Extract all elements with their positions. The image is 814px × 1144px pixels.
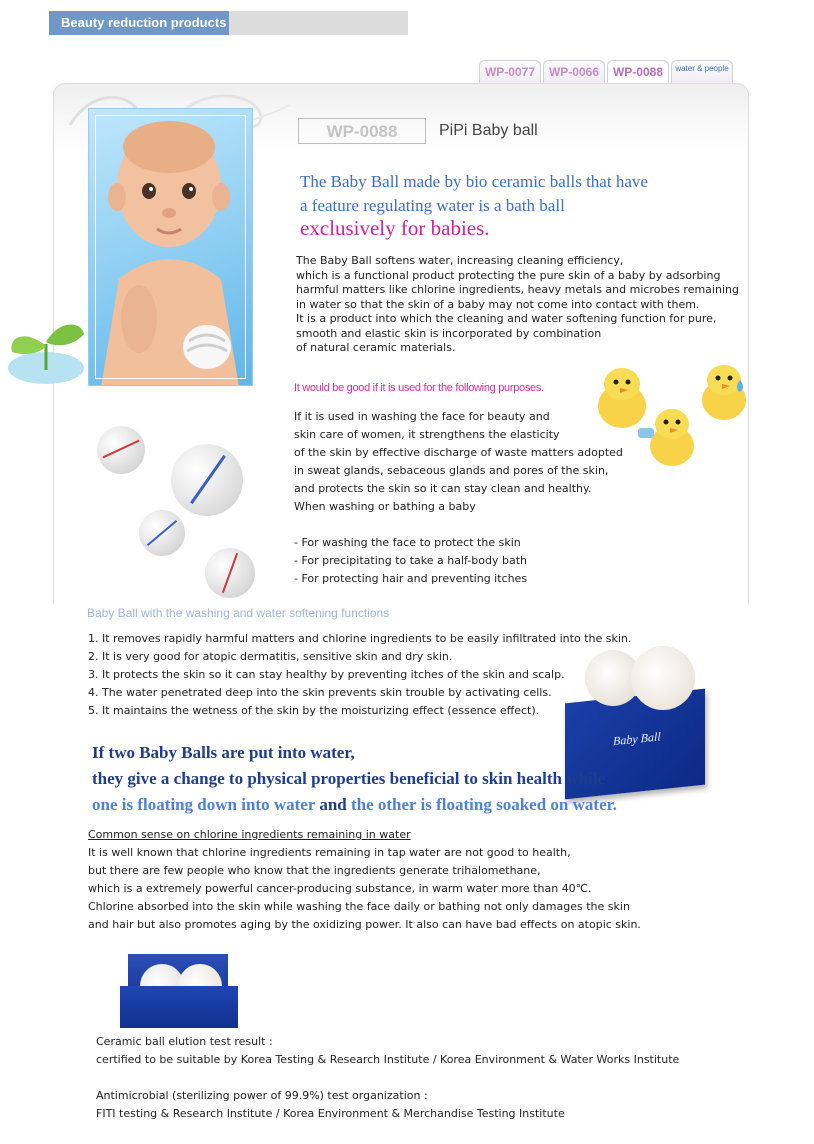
functions-list-item: 3. It protects the skin so it can stay healthy by preventing itches of the skin and scalp. <box>88 668 565 681</box>
intro-line: which is a functional product protecting the pure skin of a baby by adsorbing <box>296 268 721 282</box>
purposes-list-item: - For washing the face to protect the skin <box>294 536 521 549</box>
sprout-icon <box>4 308 88 388</box>
intro-line: It is a product into which the cleaning and water softening function for pure, <box>296 312 717 325</box>
headline-emphasis: exclusively for babies. <box>300 216 490 240</box>
tab-wp-0088[interactable]: WP-0088 <box>607 60 669 83</box>
product-code: WP-0088 <box>298 118 426 144</box>
antimicrobial-result <box>96 1105 565 1123</box>
purposes-line: of the skin by effective discharge of waste matters adopted <box>294 446 623 459</box>
functions-list-item: 4. The water penetrated deep into the skin prevents skin trouble by activating cells. <box>88 686 552 699</box>
purposes-line: and protects the skin so it can stay clean and healthy. <box>294 482 592 495</box>
baby-photo <box>88 108 253 386</box>
ceramic-ball-icon <box>205 548 255 598</box>
intro-line: harmful matters like chlorine ingredients, heavy metals and microbes remaining <box>296 283 739 296</box>
page-title: Beauty reduction products <box>49 11 229 35</box>
chlorine-section <box>88 826 641 934</box>
ceramic-ball-icon <box>139 510 185 556</box>
elution-result <box>96 1051 679 1069</box>
purposes-line: If it is used in washing the face for beauty and <box>294 410 550 423</box>
purposes-paragraph <box>294 408 623 588</box>
functions-list-item: 5. It maintains the wetness of the skin by the moisturizing effect (essence effect). <box>88 704 540 717</box>
two-balls-line-2: they give a change to physical properties beneficial to skin health while <box>92 769 605 788</box>
functions-list-item: 2. It is very good for atopic dermatitis, sensitive skin and dry skin. <box>88 650 453 663</box>
purposes-list-item: - For protecting hair and preventing itches <box>294 572 528 585</box>
two-balls-line-3a: one is floating down into water <box>92 795 316 814</box>
intro-line: The Baby Ball softens water, increasing cleaning efficiency, <box>296 254 624 267</box>
chick-icon <box>702 365 746 420</box>
tab-wp-0066[interactable]: WP-0066 <box>543 60 605 83</box>
purposes-heading: It would be good if it is used for the following purposes. <box>294 382 544 394</box>
chick-icon <box>638 409 694 466</box>
box-label: Baby Ball <box>613 729 661 749</box>
ceramic-ball-icon <box>631 646 695 710</box>
spacer <box>294 516 623 534</box>
headline-line-2: a feature regulating water is a bath ball <box>300 196 565 215</box>
two-balls-line-1: If two Baby Balls are put into water, <box>92 743 355 762</box>
antimicrobial-label: Antimicrobial (sterilizing power of 99.9%) test organization : <box>96 1089 428 1102</box>
ceramic-ball-icon <box>171 444 243 516</box>
elution-test <box>96 1033 273 1051</box>
elution-label: Ceramic ball elution test result : <box>96 1035 273 1048</box>
intro-line: smooth and elastic skin is incorporated by combination <box>296 326 602 340</box>
chlorine-line: which is a extremely powerful cancer-producing substance, in warm water more than 40℃. <box>88 882 592 895</box>
small-box-illustration <box>120 950 238 1028</box>
chlorine-line: but there are few people who know that the ingredients generate trihalomethane, <box>88 864 541 877</box>
box-base <box>120 986 238 1028</box>
photo-frame <box>95 115 246 379</box>
headline <box>300 170 648 218</box>
antimicrobial-value: FITI testing & Research Institute / Korea Environment & Merchandise Testing Institute <box>96 1107 565 1120</box>
product-name: PiPi Baby ball <box>439 122 538 139</box>
tab-wp-0077[interactable]: WP-0077 <box>479 60 541 83</box>
two-balls-paragraph <box>92 740 617 818</box>
two-balls-line-3c: the other is floating soaked on water. <box>350 795 617 814</box>
ceramic-balls-illustration <box>95 420 265 600</box>
functions-heading: Baby Ball with the washing and water softening functions <box>87 606 390 620</box>
purposes-line: skin care of women, it strengthens the elasticity <box>294 428 560 441</box>
chlorine-heading: Common sense on chlorine ingredients remaining in water <box>88 828 411 841</box>
functions-list-item: 1. It removes rapidly harmful matters and chlorine ingredients to be easily infiltrated into the skin. <box>88 632 632 645</box>
intro-paragraph <box>296 254 739 356</box>
purposes-list-item: - For precipitating to take a half-body bath <box>294 554 527 567</box>
chlorine-line: and hair but also promotes aging by the oxidizing power. It also can have bad effects on atopic skin. <box>88 918 641 931</box>
functions-list <box>88 630 631 720</box>
purposes-line: When washing or bathing a baby <box>294 500 476 513</box>
product-tabs <box>479 60 733 83</box>
intro-line: of natural ceramic materials. <box>296 341 456 354</box>
chlorine-line: Chlorine absorbed into the skin while washing the face daily or bathing not only damages the skin <box>88 900 630 913</box>
ceramic-ball-icon <box>97 426 145 474</box>
antimicrobial-test <box>96 1087 428 1105</box>
two-balls-line-3 <box>92 792 617 818</box>
chlorine-line: It is well known that chlorine ingredients remaining in tap water are not good to health, <box>88 846 571 859</box>
tab-water-people-logo[interactable]: water & people <box>671 60 733 83</box>
headline-line-1: The Baby Ball made by bio ceramic balls that have <box>300 172 648 191</box>
intro-line: in water so that the skin of a baby may not come into contact with them. <box>296 297 700 311</box>
elution-value: certified to be suitable by Korea Testing & Research Institute / Korea Environment & Water Works Institute <box>96 1053 680 1066</box>
purposes-line: in sweat glands, sebaceous glands and pores of the skin, <box>294 464 609 477</box>
two-balls-line-3b: and <box>315 795 351 814</box>
